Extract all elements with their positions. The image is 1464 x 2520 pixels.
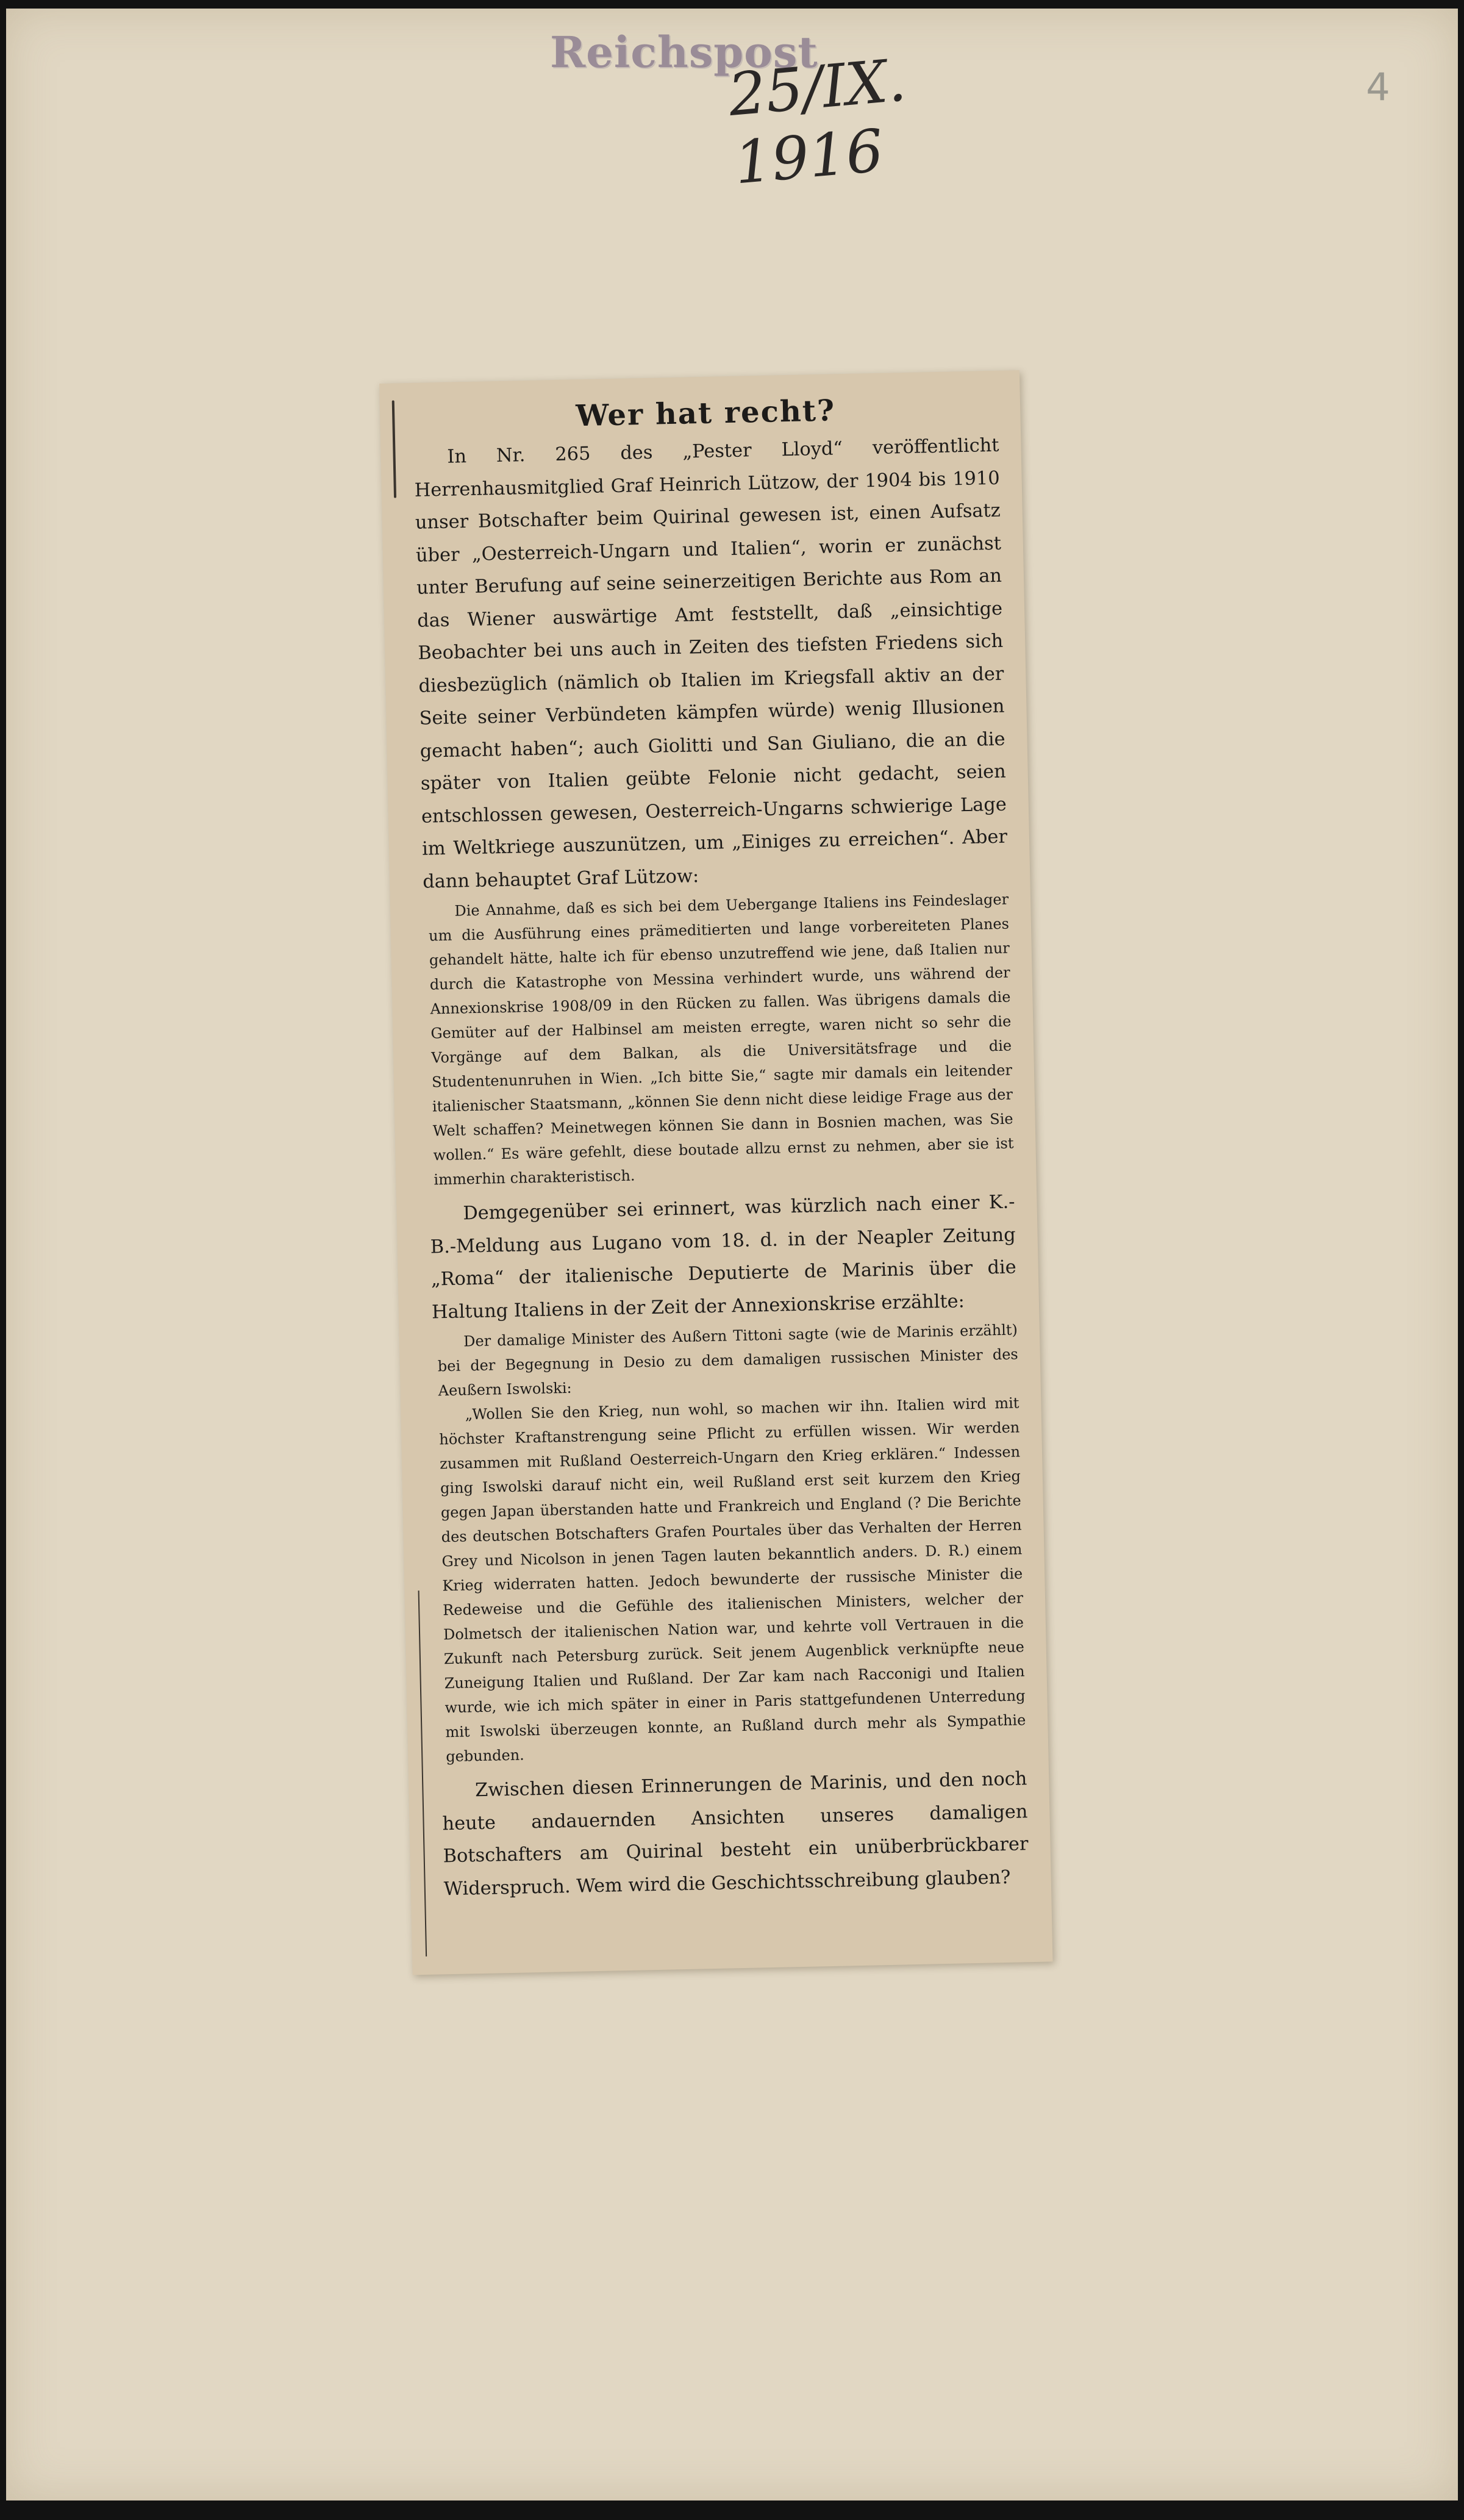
page-number: 4 [1366, 65, 1390, 109]
quote-paragraph-1: Die Annahme, daß es sich bei dem Uebergange Italiens ins Feindeslager um die Ausführung eines prämeditierten und lange vorbereiteten Planes gehandelt hätte, halte ich für ebenso unzutreffend wie jene, daß Italien nur durch die Katastrophe von Messina verhindert wurde, uns während der Annexionskrise 1908/09 in den Rücken zu fallen. Was übrigens damals die Gemüter auf der Halbinsel am meisten erregte, waren nicht so sehr die Vorgänge auf dem Balkan, als die Universitätsfrage und die Studentenunruhen in Wien. „Ich bitte Sie,“ sagte mir damals ein leitender italienischer Staatsmann, „können Sie denn nicht diese leidige Frage aus der Welt schaffen? Meinetwegen können Sie dann in Bosnien machen, was Sie wollen.“ Es wäre gefehlt, diese boutade allzu ernst zu nehmen, aber sie ist immerhin charakteristisch. [428, 890, 1014, 1189]
quote-paragraph-2: Der damalige Minister des Außern Tittoni sagte (wie de Marinis erzählt) bei der Begegnung in Desio zu dem damaligen russischen Minister des Aeußern Iswolski: [437, 1321, 1018, 1400]
quote-block-2 [432, 1317, 1027, 1769]
article-paragraph-3: Zwischen diesen Erinnerungen de Marinis, und den noch heute andauernden Ansichten unseres damaligen Botschafters am Quirinal besteht ein unüberbrückbarer Widerspruch. Wem wird die Geschichtsschreibung glauben? [442, 1768, 1029, 1900]
handwritten-date: 25/IX. 1916 [726, 46, 909, 198]
article-paragraph-1: In Nr. 265 des „Pester Lloyd“ veröffentlicht Herrenhausmitglied Graf Heinrich Lützow, der 1904 bis 1910 unser Botschafter beim Quirinal gewesen ist, einen Aufsatz über „Oesterreich-Ungarn und Italien“, worin er zunächst unter Berufung auf seine seinerzeitigen Berichte aus Rom an das Wiener auswärtige Amt feststellt, daß „einsichtige Beobachter bei uns auch in Zeiten des tiefsten Friedens sich diesbezüglich (nämlich ob Italien im Kriegsfall aktiv an der Seite seiner Verbündeten kämpfen würde) wenig Illusionen gemacht haben“; auch Giolitti und San Giuliano, die an die später von Italien geübte Felonie nicht gedacht, seien entschlossen gewesen, Oesterreich-Ungarns schwierige Lage im Weltkriege auszunützen, um „Einiges zu erreichen“. Aber dann behauptet Graf Lützow: [414, 434, 1008, 893]
article-title: Wer hat recht? [575, 393, 836, 434]
newspaper-clipping [379, 370, 1052, 1975]
quote-block-1 [423, 887, 1015, 1192]
clipping-margin-line [418, 1591, 427, 1956]
article-paragraph-2: Demgegenüber sei erinnert, was kürzlich nach einer K.-B.-Meldung aus Lugano vom 18. d. in der Neapler Zeitung „Roma“ der italienische Deputierte de Marinis über die Haltung Italiens in der Zeit der Annexionskrise erzählte: [430, 1191, 1017, 1323]
quote-paragraph-3: „Wollen Sie den Krieg, nun wohl, so machen wir ihn. Italien wird mit höchster Kraftanstrengung seine Pflicht zu erfüllen wissen. Wir werden zusammen mit Rußland Oesterreich-Ungarn den Krieg erklären.“ Indessen ging Iswolski darauf nicht ein, weil Rußland erst seit kurzem den Krieg gegen Japan überstanden hatte und Frankreich und England (? Die Berichte des deutschen Botschafters Grafen Pourtales über das Verhalten der Herren Grey und Nicolson in jenen Tagen lauten bekanntlich anders. D. R.) einem Krieg widerraten hatten. Jedoch bewunderte der russische Minister die Redeweise und die Gefühle des italienischen Ministers, welcher der Dolmetsch der italienischen Nation war, und kehrte voll Vertrauen in die Zukunft nach Petersburg zurück. Seit jenem Augenblick verknüpfte neue Zuneigung Italien und Rußland. Der Zar kam nach Racconigi und Italien wurde, wie ich mich später in einer in Paris stattgefundenen Unterredung mit Iswolski überzeugen konnte, an Rußland durch mehr als Sympathie gebunden. [439, 1394, 1026, 1766]
clipping-edge-mark [392, 400, 396, 498]
newspaper-stamp: Reichspost [550, 27, 818, 77]
